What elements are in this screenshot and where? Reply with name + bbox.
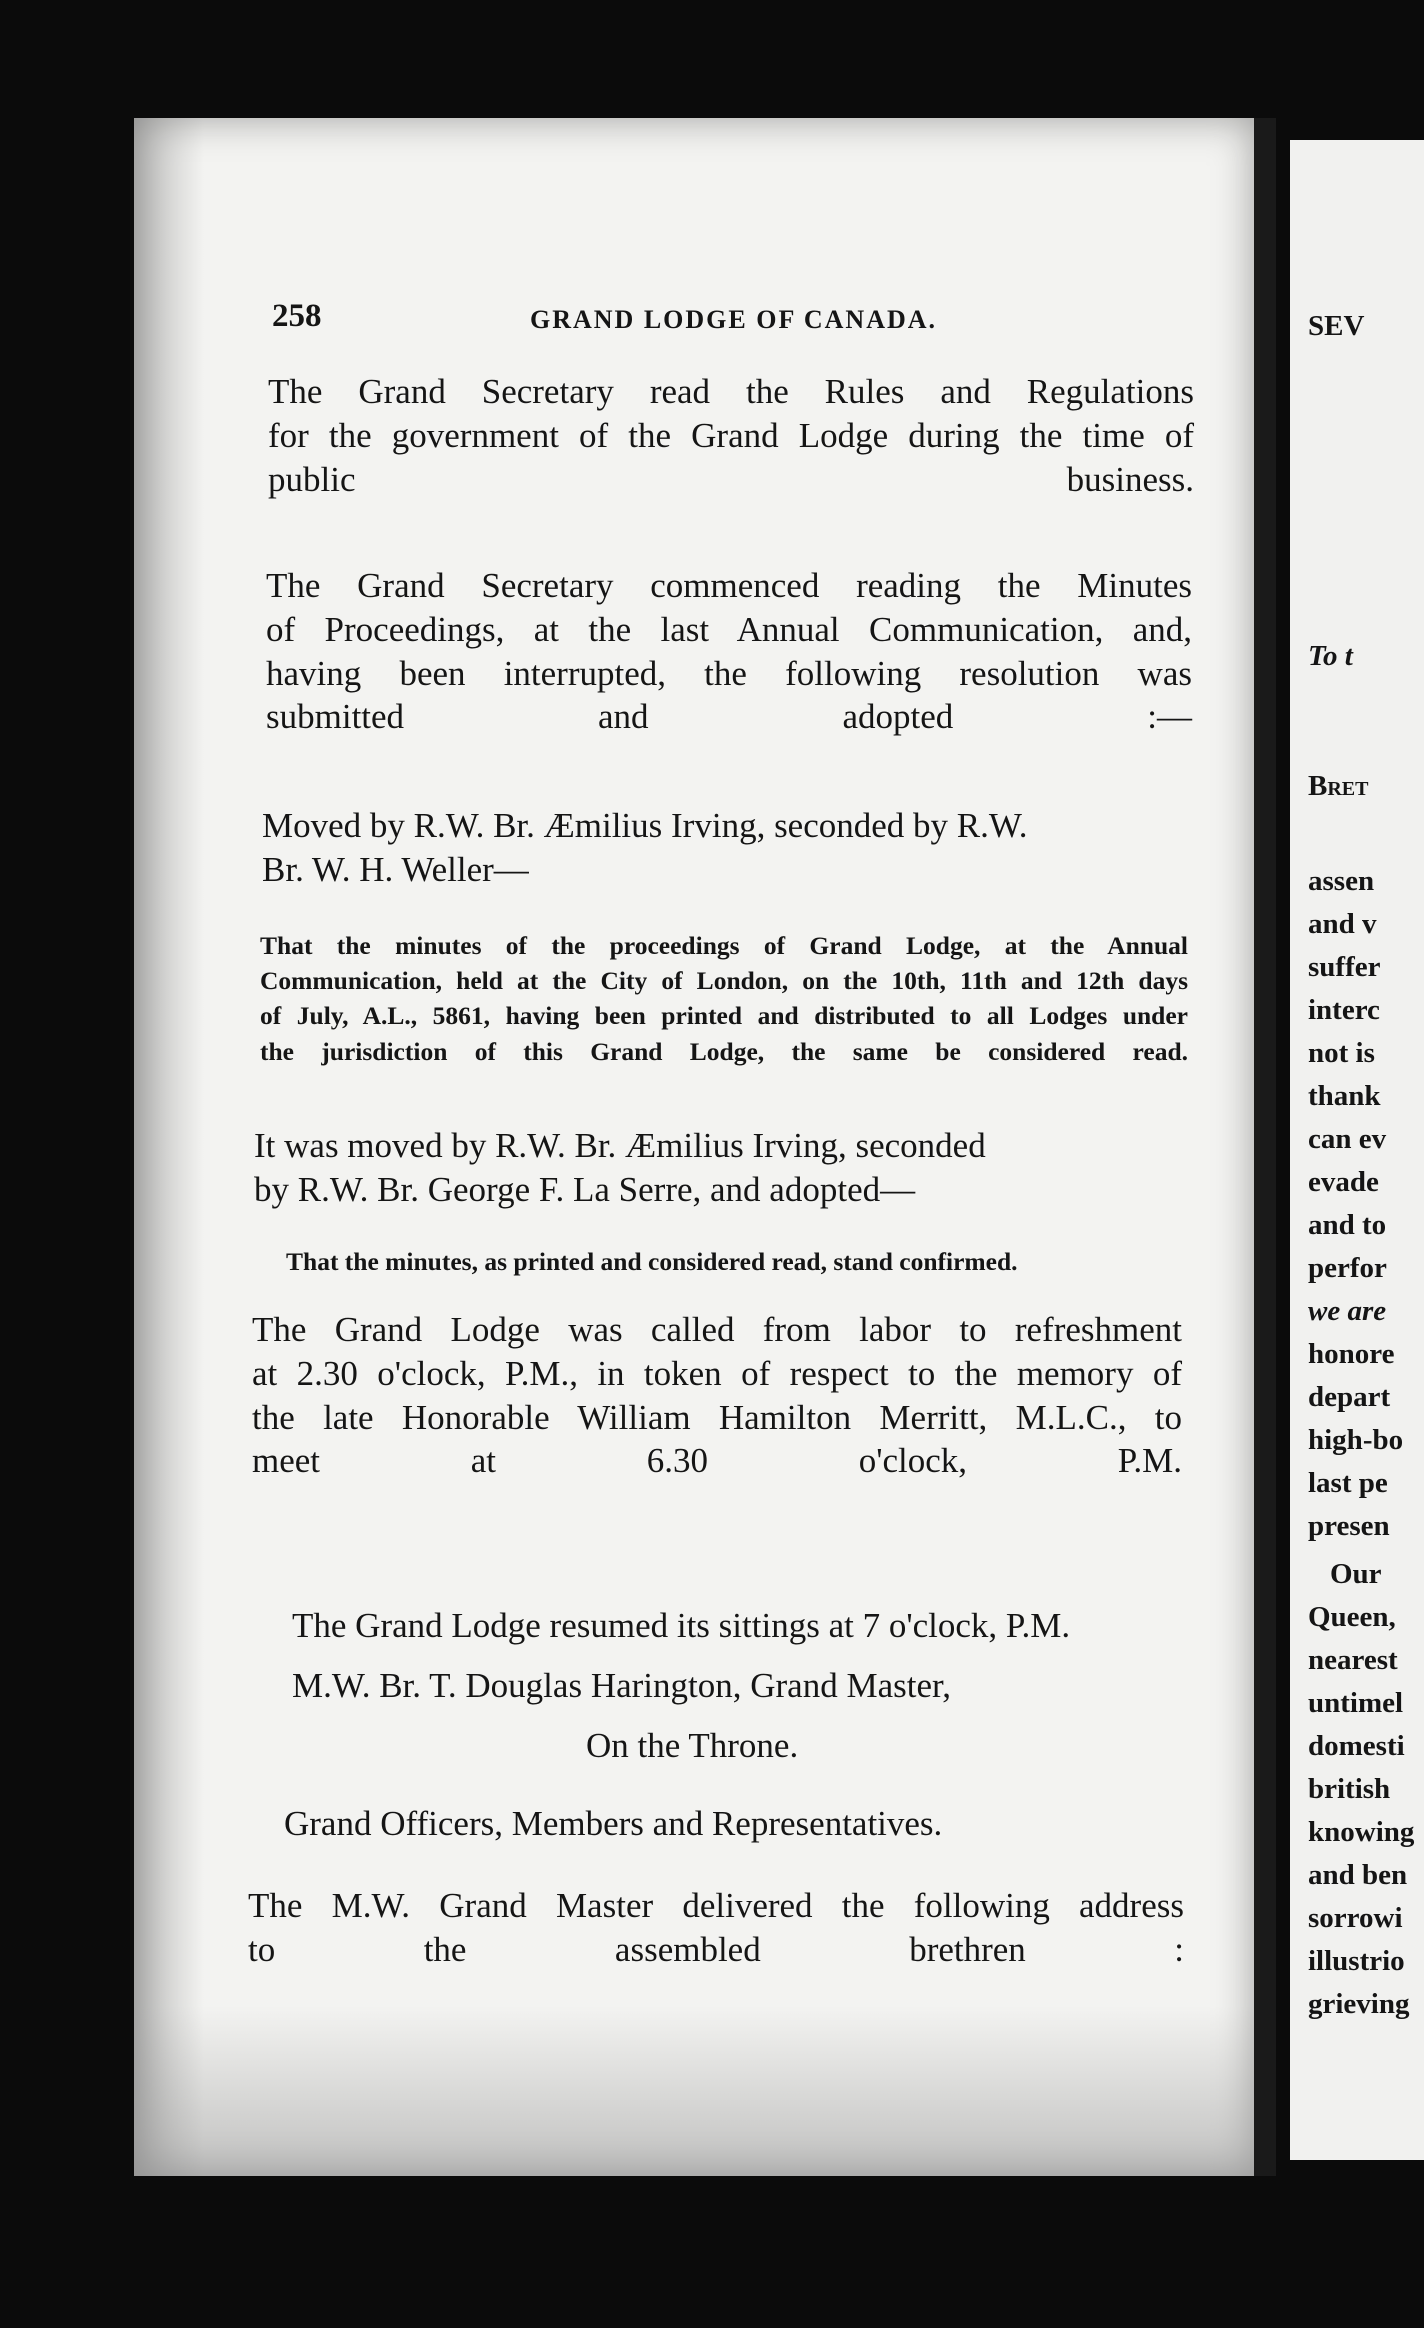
facing-line: Bret: [1308, 770, 1369, 802]
paragraph-resumed: The Grand Lodge resumed its sittings at 7 o'clock, P.M.: [292, 1606, 1071, 1645]
paragraph-refreshment: The Grand Lodge was called from labor to refreshment at 2.30 o'clock, P.M., in token of respect to the memory of the late Honorable William Hamilton Merritt, M.L.C., to meet at 6.30 o'clock, P.M.: [252, 1310, 1182, 1481]
facing-line: Queen,: [1308, 1601, 1396, 1633]
facing-line: and v: [1308, 908, 1377, 940]
facing-page-header: SEV: [1308, 310, 1365, 342]
facing-line: assen: [1308, 865, 1375, 897]
paragraph-moved-second: It was moved by R.W. Br. Æmilius Irving, seconded by R.W. Br. George F. La Serre, and adopted—: [254, 1126, 986, 1209]
facing-line: high-bo: [1308, 1424, 1404, 1456]
facing-line: untimel: [1308, 1687, 1404, 1719]
page-number: 258: [272, 298, 322, 334]
paragraph-minutes: The Grand Secretary commenced reading the Minutes of Proceedings, at the last Annual Communication, and, having been interrupted, the following resolution was submitted and adopted :—: [266, 566, 1192, 737]
facing-line: depart: [1308, 1381, 1391, 1413]
officers-line: Grand Officers, Members and Representatives.: [284, 1804, 943, 1843]
facing-line: knowing: [1308, 1816, 1415, 1848]
book-gutter: [1254, 118, 1276, 2176]
facing-line: and ben: [1308, 1859, 1408, 1891]
paragraph-moved: Moved by R.W. Br. Æmilius Irving, seconded by R.W. Br. W. H. Weller—: [262, 806, 1028, 889]
running-title: GRAND LODGE OF CANADA.: [530, 305, 938, 334]
page-bottom-shadow: [134, 2006, 1254, 2176]
paragraph-rules: The Grand Secretary read the Rules and Regulations for the government of the Grand Lodge during the time of public business.: [268, 372, 1194, 499]
facing-line: perfor: [1308, 1252, 1387, 1284]
facing-line: presen: [1308, 1510, 1390, 1542]
grand-master-line: M.W. Br. T. Douglas Harington, Grand Master,: [292, 1666, 951, 1705]
facing-line: To t: [1308, 640, 1353, 672]
facing-line: thank: [1308, 1080, 1381, 1112]
facing-line: evade: [1308, 1166, 1379, 1198]
facing-line: interc: [1308, 994, 1380, 1026]
facing-line: and to: [1308, 1209, 1387, 1241]
facing-line: domesti: [1308, 1730, 1405, 1762]
facing-line: honore: [1308, 1338, 1395, 1370]
facing-line: last pe: [1308, 1467, 1388, 1499]
facing-line: not is: [1308, 1037, 1375, 1069]
paragraph-confirmed: That the minutes, as printed and considered read, stand confirmed.: [286, 1247, 1018, 1276]
facing-line: grieving: [1308, 1988, 1410, 2020]
facing-line: nearest: [1308, 1644, 1398, 1676]
left-page: [134, 118, 1254, 2176]
facing-page: [1290, 140, 1424, 2160]
facing-line: suffer: [1308, 951, 1381, 983]
facing-line: we are: [1308, 1295, 1387, 1327]
facing-line: british: [1308, 1773, 1391, 1805]
facing-line: can ev: [1308, 1123, 1387, 1155]
paragraph-resolution: That the minutes of the proceedings of Grand Lodge, at the Annual Communication, held at the City of London, on the 10th, 11th and 12th days of July, A.L., 5861, having been printed and distributed to all Lodges under the jurisdiction of this Grand Lodge, the same be considered read.: [260, 931, 1188, 1066]
page-edge-shadow: [134, 118, 204, 2176]
on-the-throne: On the Throne.: [586, 1726, 799, 1765]
paragraph-address: The M.W. Grand Master delivered the following address to the assembled brethren :: [248, 1886, 1184, 1969]
facing-line: Our: [1330, 1558, 1382, 1590]
facing-line: sorrowi: [1308, 1902, 1403, 1934]
facing-line: illustrio: [1308, 1945, 1405, 1977]
